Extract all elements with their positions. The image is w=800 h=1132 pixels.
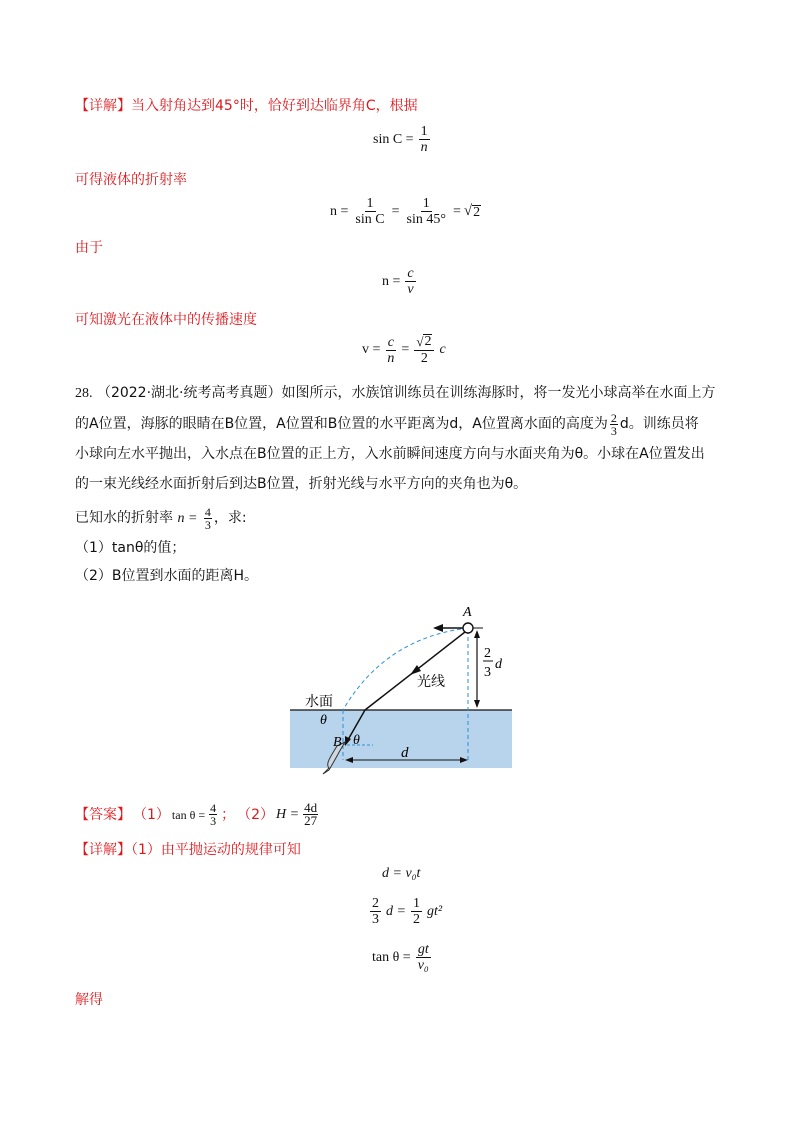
label-d: d bbox=[401, 745, 409, 761]
detail1-text: 当入射角达到45°时，恰好到达临界角C，根据 bbox=[131, 98, 418, 114]
label-theta2: θ bbox=[353, 733, 360, 748]
answer-label: 【答案】 bbox=[75, 806, 131, 823]
height-label-d: d bbox=[495, 657, 502, 672]
question-2: （2）B位置到水面的距离H。 bbox=[75, 568, 259, 584]
label-water: 水面 bbox=[305, 694, 333, 710]
height-label-num: 2 bbox=[484, 646, 491, 661]
equation-sin-c: sin C = $\frac{1}{n}$ bbox=[373, 124, 428, 155]
detail1-line bbox=[75, 96, 418, 116]
label-theta1: θ bbox=[320, 713, 327, 728]
equation-n-cv: n = $\frac{c}{v}$ bbox=[382, 266, 414, 297]
label-a: A bbox=[463, 605, 472, 620]
problem-line-5: 已知水的折射率 n = $\frac{4}{3}$ ，求: bbox=[75, 504, 247, 532]
problem-line-4: 的一束光线经水面折射后到达B位置，折射光线与水平方向的夹角也为θ。 bbox=[75, 476, 528, 492]
question-1: （1）tanθ的值； bbox=[75, 540, 186, 556]
equation-tan: tan θ = $\frac{gt}{\text{v₀}}$ bbox=[372, 942, 429, 973]
equation-v: v = $\frac{c}{n}$ = √ 2 2 c bbox=[362, 334, 446, 366]
text-since: 由于 bbox=[75, 240, 103, 256]
equation-height: $\frac{2}{3}$ d = $\frac{1}{2}$ gt² bbox=[372, 896, 443, 927]
problem-line-3: 小球向左水平抛出，入水点在B位置的正上方，入水前瞬间速度方向与水面夹角为θ。小球在A位置发出 bbox=[75, 446, 705, 462]
text-refraction: 可得液体的折射率 bbox=[75, 172, 187, 188]
label-light: 光线 bbox=[417, 674, 445, 690]
problem-line-2: 的A位置，海豚的眼睛在B位置，A位置和B位置的水平距离为d，A位置离水面的高度为 $\frac{2}{3}$ d。训练员将 bbox=[75, 410, 699, 438]
answer-line: 【答案】 （1） tan θ = $\frac{4}{3}$ ； （2） H = $\frac{4d}{27}$ bbox=[75, 800, 318, 828]
detail1-label: 【详解】 bbox=[75, 98, 131, 114]
text-solve: 解得 bbox=[75, 992, 103, 1008]
dolphin-figure bbox=[285, 600, 515, 780]
problem-line-1: 28. （2022·湖北·统考高考真题）如图所示，水族馆训练员在训练海豚时，将一发光小球高举在水面上方 bbox=[75, 385, 716, 401]
text-speed: 可知激光在液体中的传播速度 bbox=[75, 312, 257, 328]
height-label-den: 3 bbox=[484, 665, 491, 680]
trajectory-dashed bbox=[343, 628, 468, 710]
detail2-line: 【详解】（1）由平抛运动的规律可知 bbox=[75, 842, 301, 858]
problem-28 bbox=[75, 378, 735, 590]
equation-n: n = $\frac{1}{\text{sin C}}$ = $\frac{1}{\sin 45^\circ}$ = √ 2 bbox=[330, 196, 481, 227]
label-b: B bbox=[333, 735, 342, 750]
equation-d: d = v₀t bbox=[382, 866, 421, 881]
